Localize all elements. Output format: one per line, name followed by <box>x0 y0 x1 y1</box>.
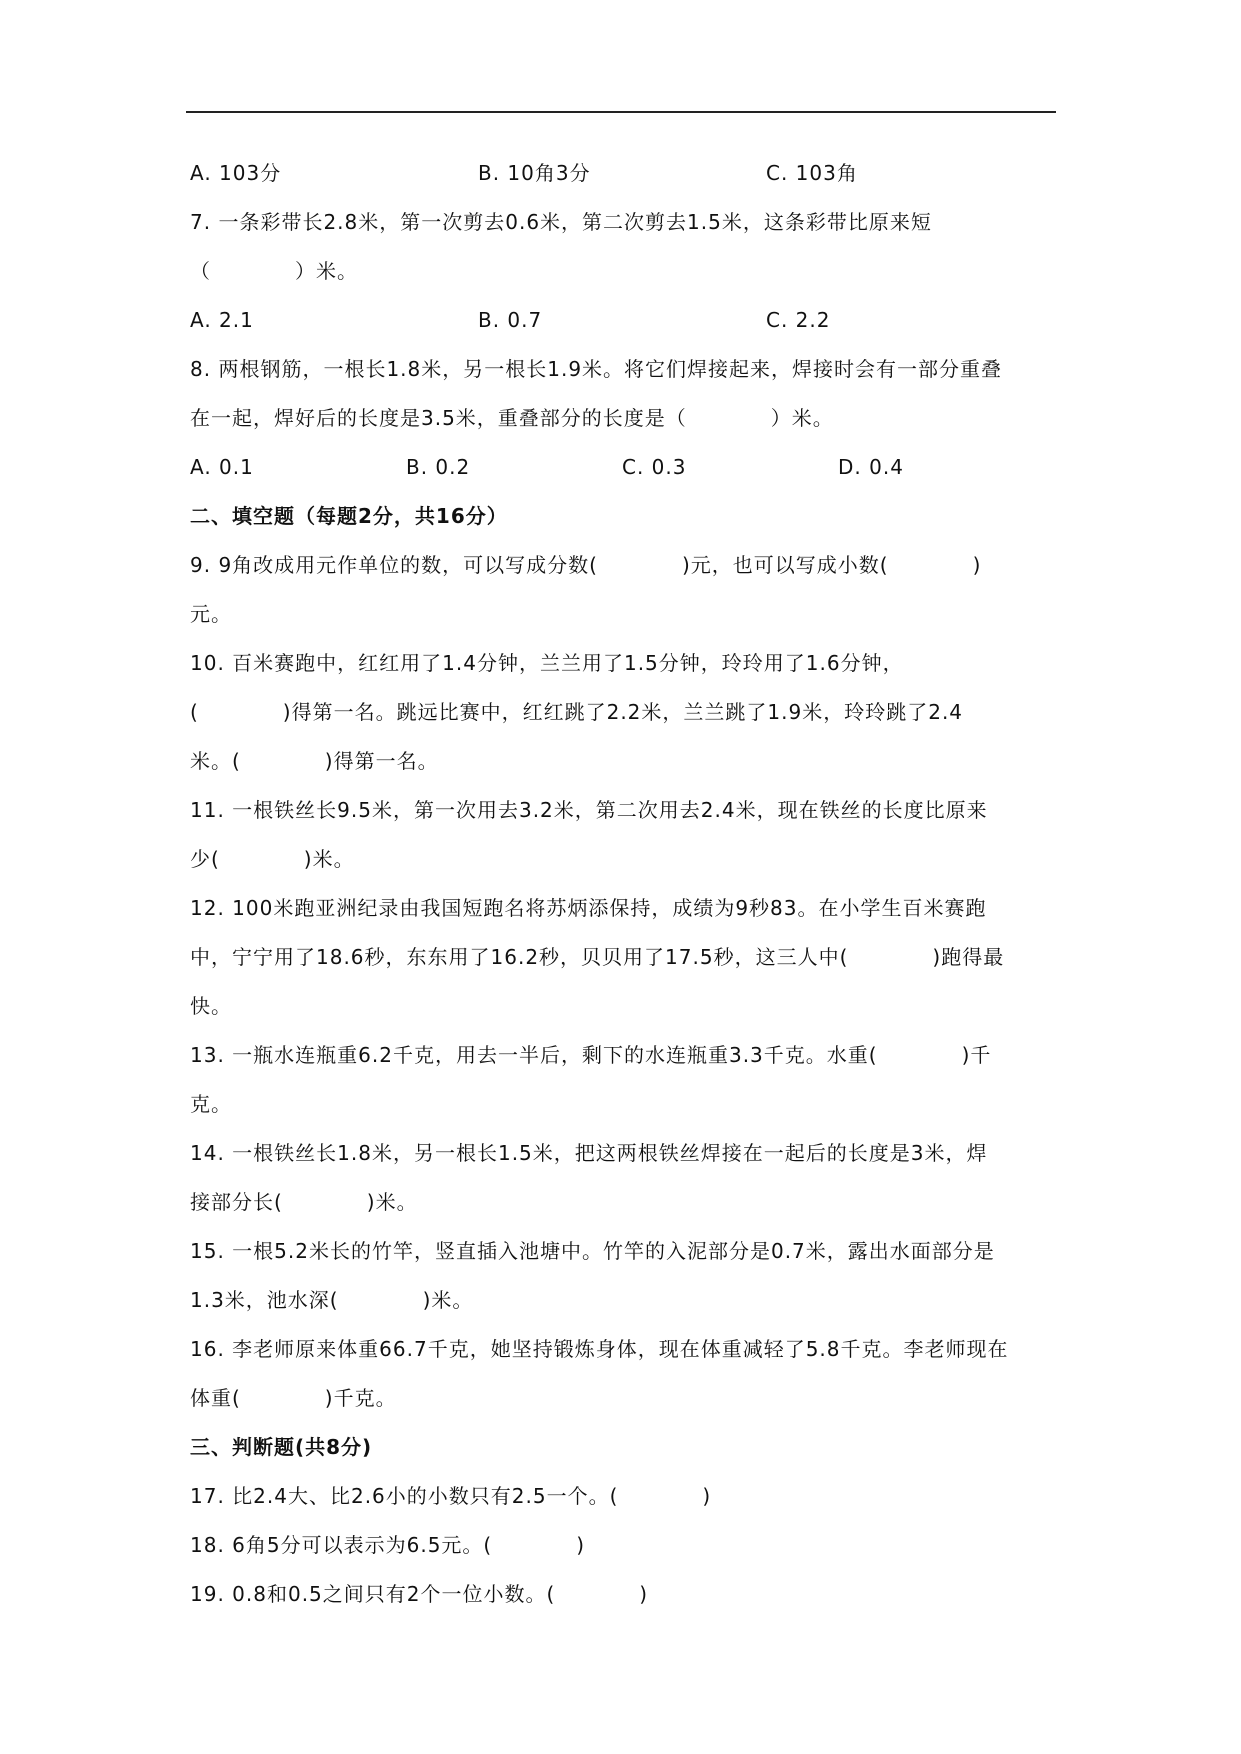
question-7-line-2: （ ）米。 <box>190 259 358 283</box>
question-8-line-1: 8. 两根钢筋，一根长1.8米，另一根长1.9米。将它们焊接起来，焊接时会有一部分重叠 <box>190 357 1003 381</box>
q8-options <box>190 450 1060 484</box>
option-c: C. 0.3 <box>622 455 687 479</box>
question-13-line-1: 13. 一瓶水连瓶重6.2千克，用去一半后，剩下的水连瓶重3.3千克。水重( )千 <box>190 1043 992 1067</box>
question-13-line-2: 克。 <box>190 1092 232 1116</box>
q7-options <box>190 303 1060 337</box>
section-3-heading: 三、判断题(共8分) <box>190 1435 373 1459</box>
q6-options <box>190 156 1060 190</box>
question-17: 17. 比2.4大、比2.6小的小数只有2.5一个。( ) <box>190 1484 712 1508</box>
question-14-line-1: 14. 一根铁丝长1.8米，另一根长1.5米，把这两根铁丝焊接在一起后的长度是3米，焊 <box>190 1141 988 1165</box>
option-c: C. 103角 <box>766 161 858 185</box>
question-9-line-2: 元。 <box>190 602 232 626</box>
question-12-line-1: 12. 100米跑亚洲纪录由我国短跑名将苏炳添保持，成绩为9秒83。在小学生百米赛跑 <box>190 896 987 920</box>
question-10-line-3: 米。( )得第一名。 <box>190 749 439 773</box>
question-12-line-2: 中，宁宁用了18.6秒，东东用了16.2秒，贝贝用了17.5秒，这三人中( )跑得最 <box>190 945 1005 969</box>
option-a: A. 0.1 <box>190 455 254 479</box>
question-10-line-1: 10. 百米赛跑中，红红用了1.4分钟，兰兰用了1.5分钟，玲玲用了1.6分钟， <box>190 651 904 675</box>
option-a: A. 2.1 <box>190 308 254 332</box>
question-11-line-2: 少( )米。 <box>190 847 355 871</box>
question-14-line-2: 接部分长( )米。 <box>190 1190 418 1214</box>
question-15-line-1: 15. 一根5.2米长的竹竿，竖直插入池塘中。竹竿的入泥部分是0.7米，露出水面部分是 <box>190 1239 995 1263</box>
question-11-line-1: 11. 一根铁丝长9.5米，第一次用去3.2米，第二次用去2.4米，现在铁丝的长度比原来 <box>190 798 988 822</box>
question-16-line-1: 16. 李老师原来体重66.7千克，她坚持锻炼身体，现在体重减轻了5.8千克。李老师现在 <box>190 1337 1009 1361</box>
option-b: B. 10角3分 <box>478 161 591 185</box>
option-b: B. 0.2 <box>406 455 471 479</box>
option-a: A. 103分 <box>190 161 282 185</box>
option-c: C. 2.2 <box>766 308 831 332</box>
option-d: D. 0.4 <box>838 455 904 479</box>
question-10-line-2: ( )得第一名。跳远比赛中，红红跳了2.2米，兰兰跳了1.9米，玲玲跳了2.4 <box>190 700 964 724</box>
question-8-line-2: 在一起，焊好后的长度是3.5米，重叠部分的长度是（ ）米。 <box>190 406 834 430</box>
question-19: 19. 0.8和0.5之间只有2个一位小数。( ) <box>190 1582 649 1606</box>
option-b: B. 0.7 <box>478 308 543 332</box>
question-12-line-3: 快。 <box>190 994 232 1018</box>
question-15-line-2: 1.3米，池水深( )米。 <box>190 1288 474 1312</box>
question-16-line-2: 体重( )千克。 <box>190 1386 397 1410</box>
question-9-line-1: 9. 9角改成用元作单位的数，可以写成分数( )元，也可以写成小数( ) <box>190 553 982 577</box>
question-7-line-1: 7. 一条彩带长2.8米，第一次剪去0.6米，第二次剪去1.5米，这条彩带比原来短 <box>190 210 932 234</box>
question-18: 18. 6角5分可以表示为6.5元。( ) <box>190 1533 586 1557</box>
header-rule <box>186 111 1056 113</box>
section-2-heading: 二、填空题（每题2分，共16分） <box>190 504 508 528</box>
